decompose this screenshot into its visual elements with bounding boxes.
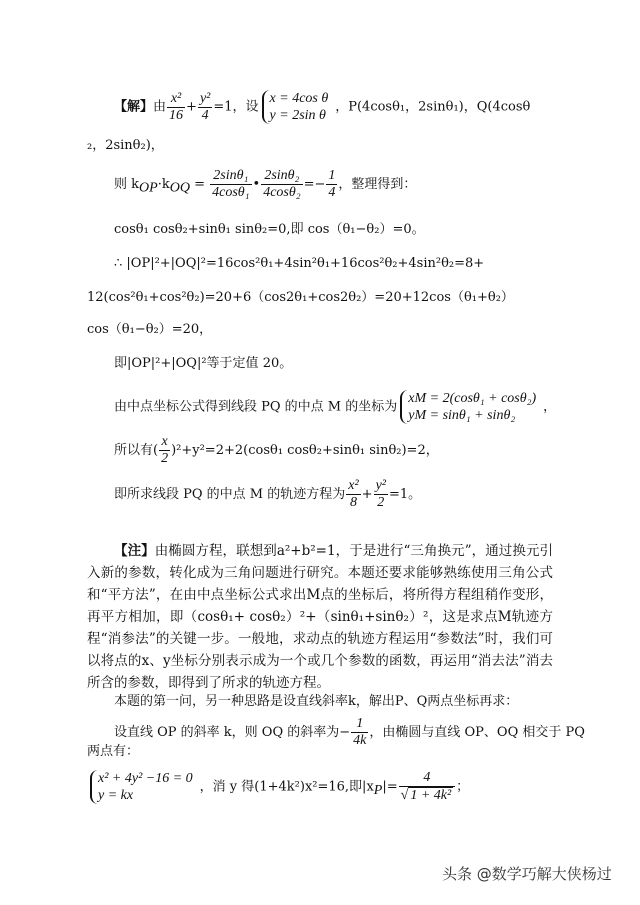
text: 12(cos²θ₁+cos²θ₂)=20+6（cos2θ₁+cos2θ₂）=20+12cos（θ₁+θ₂） xyxy=(87,290,514,305)
solution-line-8 xyxy=(114,390,556,424)
text: 即|OP|²+|OQ|²等于定值 20。 xyxy=(114,356,293,371)
equation-system-2 xyxy=(400,390,540,424)
fraction xyxy=(261,168,302,201)
text: cos（θ₁−θ₂）=20， xyxy=(87,322,213,337)
text: 本题的第一问，另一种思路是设直线斜率k，解出P、Q两点坐标再求： xyxy=(114,694,519,709)
text: ，消 y 得(1+4k²)x²=16,即|x xyxy=(199,779,374,795)
text: ，P(4cosθ₁，2sinθ₁)，Q(4cosθ xyxy=(335,99,531,115)
fraction-x2-16 xyxy=(167,91,185,124)
denominator: 4 xyxy=(201,107,209,123)
denominator: 2 xyxy=(377,495,385,510)
text: + xyxy=(186,99,197,115)
note-text: 由椭圆方程，联想到a²+b²=1，于是进行“三角换元”，通过换元引入新的参数，转化成为三角问题进行研究。本题还要求能够熟练使用三角公式和“平方法”，在由中点坐标公式求出M点的坐标后，将所得方程组稍作变形，再平方相加，即（cosθ₁+ cosθ₂）²+（sinθ₁+sinθ₂）²，这是求点M轨迹方程“消参法”的关键一步。一般地，求动点的轨迹方程运用“参数法”时，我们可以将点的x、y坐标分别表示成为一个或几个参数的函数，再运用“消去法”消去所含的参数，即得到了所求的轨迹方程。 xyxy=(87,543,554,691)
fraction xyxy=(326,168,337,201)
text: 由中点坐标公式得到线段 PQ 的中点 M 的坐标为 xyxy=(114,399,398,415)
solution-line-1b xyxy=(87,138,164,154)
solution-line-7 xyxy=(114,356,292,372)
part2-line-4 xyxy=(87,770,469,804)
denominator: 4cosθ₁ xyxy=(212,185,250,200)
solution-line-3 xyxy=(114,222,425,238)
denominator: √ 1 + 4k² xyxy=(400,788,452,803)
solution-label: 【解】 xyxy=(114,99,154,115)
fraction-y2-2 xyxy=(374,478,388,511)
subscript: OQ xyxy=(169,180,190,196)
part2-line-1 xyxy=(114,694,518,710)
numerator: 1 xyxy=(328,168,336,183)
eq-row: y = 2sin θ xyxy=(269,108,326,123)
note-label: 【注】 xyxy=(114,543,155,559)
part2-line-3 xyxy=(87,744,139,760)
text: |= xyxy=(382,779,398,795)
numerator: 1 xyxy=(351,716,368,733)
equation-system-3 xyxy=(90,770,197,804)
numerator: y² xyxy=(375,478,386,493)
text: =1，设 xyxy=(213,99,259,115)
denominator: 4 xyxy=(328,185,336,200)
denominator: 2 xyxy=(161,451,169,466)
denominator: 4k xyxy=(353,733,367,748)
text: ·k xyxy=(157,177,170,192)
watermark-footer: 头条 @数学巧解大侠杨过 xyxy=(442,865,612,883)
text: 所以有( xyxy=(114,443,159,458)
text: ∴ |OP|²+|OQ|²=16cos²θ₁+4sin²θ₁+16cos²θ₂+4sin²θ₂=8+ xyxy=(114,256,485,271)
equation-system-1 xyxy=(262,90,333,124)
solution-line-5 xyxy=(87,290,514,306)
eq-row: yM = sinθ₁ + sinθ₂ xyxy=(408,408,516,423)
solution-line-4 xyxy=(114,256,484,272)
text: )²+y²=2+2(cosθ₁ cosθ₂+sinθ₁ sinθ₂)=2， xyxy=(171,443,439,458)
solution-line-9 xyxy=(114,434,439,467)
radicand: 1 + 4k² xyxy=(410,788,452,803)
fraction xyxy=(210,168,251,201)
eq-row: x = 4cos θ xyxy=(269,91,329,106)
text: 即所求线段 PQ 的中点 M 的轨迹方程为 xyxy=(114,487,346,502)
numerator: y² xyxy=(199,90,211,106)
denominator: 4cosθ₂ xyxy=(263,185,301,200)
subscript: OP xyxy=(139,180,158,196)
part2-line-2 xyxy=(114,716,585,749)
numerator: x xyxy=(159,434,170,451)
text: =− xyxy=(303,177,326,192)
fraction-1-4k xyxy=(351,716,368,749)
text: =1。 xyxy=(389,487,422,502)
eq-row: x² + 4y² −16 = 0 xyxy=(98,771,193,786)
solution-line-10 xyxy=(114,478,421,511)
text: + xyxy=(361,487,373,502)
note-paragraph xyxy=(87,540,553,694)
numerator: 2sinθ₂ xyxy=(261,168,302,185)
solution-line-2 xyxy=(114,168,416,201)
text: ， xyxy=(543,399,557,415)
numerator: 4 xyxy=(399,770,456,787)
numerator: x² xyxy=(348,478,359,493)
eq-row: xM = 2(cosθ₁ + cosθ₂) xyxy=(408,391,537,406)
fraction-x-2 xyxy=(159,434,170,467)
denominator: 16 xyxy=(169,107,184,123)
text: ，由椭圆与直线 OP、OQ 相交于 PQ xyxy=(369,725,585,740)
solution-line-1 xyxy=(114,90,530,124)
text: ₂，2sinθ₂)， xyxy=(87,138,164,153)
text: ； xyxy=(456,779,470,795)
text: = xyxy=(189,177,210,192)
denominator: 8 xyxy=(349,495,357,510)
text: ，整理得到： xyxy=(338,177,417,192)
text: • xyxy=(252,177,261,192)
text: 两点有： xyxy=(87,744,140,759)
fraction-4-sqrt xyxy=(399,770,456,804)
text: 则 k xyxy=(114,177,140,192)
eq-row: y = kx xyxy=(98,788,134,803)
text: cosθ₁ cosθ₂+sinθ₁ sinθ₂=0,即 cos（θ₁−θ₂）=0。 xyxy=(114,222,425,237)
text: 设直线 OP 的斜率 k，则 OQ 的斜率为− xyxy=(114,725,351,740)
fraction-x2-8 xyxy=(346,478,360,511)
numerator: x² xyxy=(167,91,185,108)
text: 由 xyxy=(153,99,167,115)
fraction-y2-4 xyxy=(198,91,212,124)
solution-line-6 xyxy=(87,322,212,338)
numerator: 2sinθ₁ xyxy=(210,168,251,185)
subscript: P xyxy=(373,783,383,799)
